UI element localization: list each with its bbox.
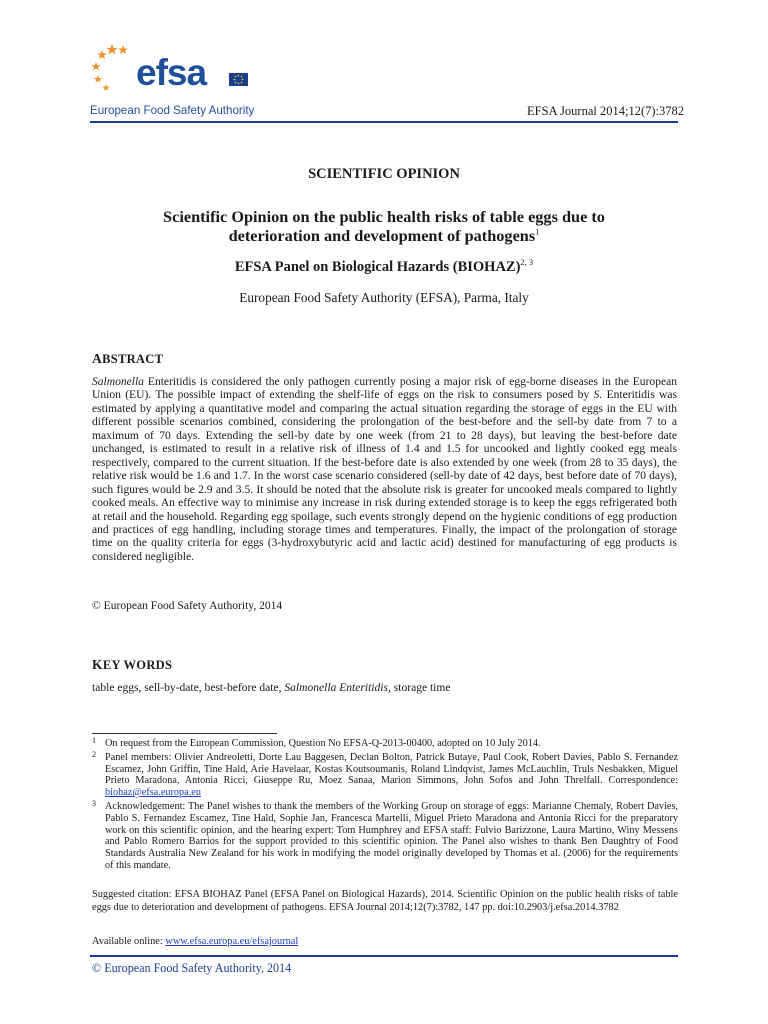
keywords-heading-rest: EY WORDS	[102, 658, 173, 672]
footnote-1	[92, 738, 678, 750]
efsa-logo	[90, 42, 270, 120]
keywords-text-1: table eggs, sell-by-date, best-before date,	[92, 682, 285, 694]
footnote-number: 1	[92, 736, 96, 745]
document-title	[90, 207, 678, 245]
footnote-number: 3	[92, 798, 96, 808]
keywords-heading	[92, 657, 172, 673]
abstract-italic-s: S.	[593, 389, 603, 402]
panel-name-text: EFSA Panel on Biological Hazards (BIOHAZ)	[234, 259, 521, 275]
keywords-heading-initial: K	[92, 657, 103, 672]
opinion-label: SCIENTIFIC OPINION	[308, 166, 460, 182]
header-divider	[90, 121, 678, 123]
correspondence-email-link[interactable]: biohaz@efsa.europa.eu	[105, 787, 201, 799]
title-line-2: deterioration and development of pathogens	[228, 226, 536, 245]
footnotes	[92, 738, 678, 874]
footnote-text: On request from the European Commission, Question No EFSA-Q-2013-00400, adopted on 10 July 2014.	[105, 738, 541, 749]
eu-flag-icon	[229, 73, 248, 86]
title-footnote-mark: 1	[535, 226, 540, 237]
logo-wordmark: efsa	[136, 52, 207, 93]
efsa-journal-link[interactable]: www.efsa.europa.eu/efsajournal	[165, 936, 299, 947]
keywords-list	[92, 682, 451, 694]
available-online	[92, 936, 298, 947]
footnote-divider	[92, 733, 277, 734]
abstract-copyright: © European Food Safety Authority, 2014	[92, 600, 283, 612]
available-label: Available online:	[92, 936, 166, 947]
logo-subtitle: European Food Safety Authority	[90, 104, 255, 117]
abstract-heading-rest: BSTRACT	[102, 352, 164, 366]
keywords-italic: Salmonella Enteritidis,	[284, 682, 391, 694]
footnote-2	[92, 749, 678, 799]
footer-copyright: © European Food Safety Authority, 2014	[92, 961, 292, 975]
abstract-text-2: Enteritidis was estimated by applying a quantitative model and comparing the actual situation regarding the storage of eggs in the EU with different possible scenarios combined, considering the prolongation of the best-before and the sell-by date from 7 to a maximum of 70 days. Extending the sell-by date by one week (from 21 to 28 days), but leaving the best-before date unchanged, is estimated to result in a relative risk of illness of 1.4 and 1.5 for uncooked and lightly cooked egg meals respectively, compared to the current situation. If the best-before date is also extended by one week (from 28 to 35 days), the relative risk would be 1.6 and 1.7. In the worst case scenario considered (sell-by date of 42 days, best before date of 70 days), such figures would be 2.9 and 3.5. It should be noted that the absolute risk is greater for uncooked meals compared to lightly cooked meals. An effective way to minimise any increase in risk during extended storage is to keep the eggs refrigerated both at retail and the household. Regarding egg spoilage, such events strongly depend on the hygienic conditions of egg production and practices of egg handling, including storage times and temperatures. Finally, the impact of the prolongation of storage time on the quality criteria for eggs (3-hydroxybutyric acid and lactic acid) destined for manufacturing of egg products is considered negligible.	[92, 389, 677, 563]
abstract-body	[92, 376, 677, 564]
abstract-italic-salmonella: Salmonella	[92, 376, 144, 388]
keywords-text-2: storage time	[390, 682, 451, 694]
footnote-number: 2	[92, 749, 96, 759]
panel-name	[90, 259, 678, 276]
abstract-heading	[92, 351, 163, 367]
footer-divider	[90, 955, 678, 957]
affiliation: European Food Safety Authority (EFSA), Parma, Italy	[239, 290, 529, 305]
panel-footnote-marks: 2, 3	[520, 257, 534, 268]
title-line-1: Scientific Opinion on the public health risks of table eggs due to	[163, 207, 605, 226]
suggested-citation: Suggested citation: EFSA BIOHAZ Panel (EFSA Panel on Biological Hazards), 2014. Scientific Opinion on the public health risks of table eggs due to deterioration and development of pathogens. EFSA Journal 2014;12(7):3782, 147 pp. doi:10.2903/j.efsa.2014.3782	[92, 889, 678, 913]
footnote-text: Acknowledgement: The Panel wishes to thank the members of the Working Group on storage of eggs: Marianne Chemaly, Robert Davies, Pablo S. Fernandez Escamez, Tine Hald, Sophie Jan, Francesca Martelli, Miguel Prieto Maradona and Antonia Ricci for the preparatory work on this scientific opinion, and the hearing expert: Tom Humphrey and EFSA staff: Fulvio Barizzone, Laura Martino, Winy Messens and Pablo Romero Barrios for the support provided to this scientific opinion. The Panel also wishes to thank Ben Daughtry of Food Standards Australia New Zealand for his work in modifying the model originally developed by Thomas et al. (2006) for the requirements of this mandate.	[105, 800, 678, 871]
abstract-heading-initial: A	[92, 351, 103, 366]
journal-reference: EFSA Journal 2014;12(7):3782	[527, 104, 684, 118]
footnote-3	[92, 798, 678, 872]
star-arc-icon	[90, 42, 138, 92]
footnote-text: Panel members: Olivier Andreoletti, Dorte Lau Baggesen, Declan Bolton, Patrick Butaye, Paul Cook, Robert Davies, Pablo S. Fernandez Escamez, John Griffin, Tine Hald, Arie Havelaar, Kostas Koutsoumanis, Roland Lindqvist, James McLauchlin, Truls Nesbakken, Miguel Prieto Maradona, Antonia Ricci, Giuseppe Ru, Moez Sanaa, Marion Simmons, John Sofos and John Threlfall. Correspondence:	[105, 751, 678, 787]
abstract-text-1: Enteritidis is considered the only pathogen currently posing a major risk of egg-borne diseases in the European Union (EU). The possible impact of extending the shelf-life of eggs on the risk to consumers posed by	[92, 376, 677, 402]
